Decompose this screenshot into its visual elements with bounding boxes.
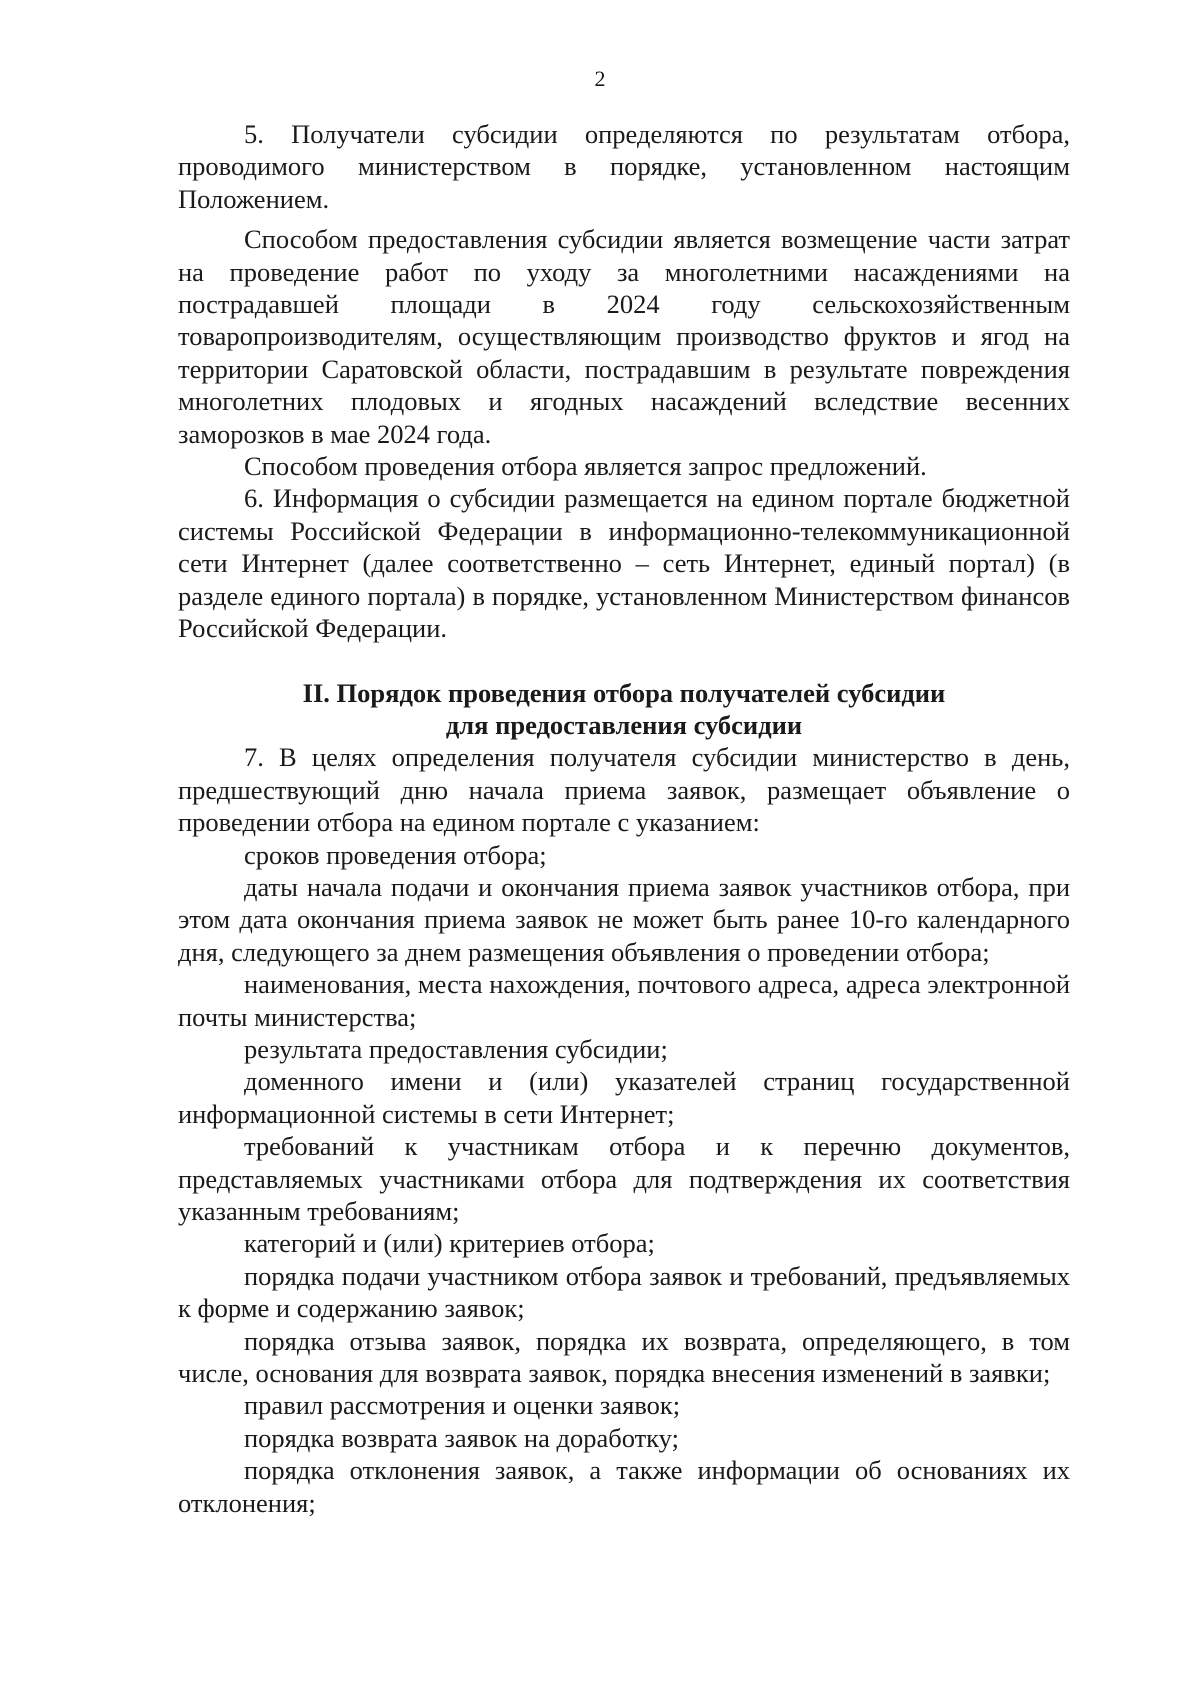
list-item: результата предоставления субсидии; bbox=[244, 1033, 668, 1064]
page-number: 2 bbox=[594, 66, 606, 91]
section-title-line-2: для предоставления субсидии bbox=[445, 709, 803, 740]
section-title bbox=[178, 677, 1070, 742]
document-body bbox=[178, 118, 1070, 1519]
list-item: требований к участникам отбора и к перечню документов, представляемых участниками отбора для подтверждения их соответствия указанным требованиям; bbox=[178, 1131, 1070, 1226]
paragraph-7: 7. В целях определения получателя субсидии министерство в день, предшествующий дню начала приема заявок, размещает объявление о проведении отбора на едином портале с указанием: bbox=[178, 742, 1070, 838]
list-item: порядка подачи участником отбора заявок и требований, предъявляемых к форме и содержанию заявок; bbox=[178, 1260, 1070, 1324]
list-item: сроков проведения отбора; bbox=[244, 839, 547, 870]
paragraph-6: 6. Информация о субсидии размещается на едином портале бюджетной системы Российской Федерации в информационно-телекоммуникационной сети Интернет (далее соответственно – сеть Интернет, единый портал) (в разделе единого портала) в порядке, установленном Министерством финансов Российской Федерации. bbox=[178, 483, 1070, 644]
list-item: порядка отклонения заявок, а также информации об основаниях их отклонения; bbox=[178, 1455, 1070, 1518]
list-item: правил рассмотрения и оценки заявок; bbox=[244, 1390, 681, 1421]
paragraph-selection-method: Способом проведения отбора является запрос предложений. bbox=[244, 451, 927, 482]
section-title-line-1: II. Порядок проведения отбора получателей субсидии bbox=[302, 677, 946, 708]
list-item: наименования, места нахождения, почтового адреса, адреса электронной почты министерства; bbox=[178, 969, 1070, 1032]
paragraph-method: Способом предоставления субсидии является возмещение части затрат на проведение работ по уходу за многолетними насаждениями на пострадавшей площади в 2024 году сельскохозяйственным товаропроизводителям, осуществляющим производство фруктов и ягод на территории Саратовской области, пострадавшим в результате повреждения многолетних плодовых и ягодных насаждений вследствие весенних заморозков в мае 2024 года. bbox=[178, 224, 1070, 449]
list-item: порядка возврата заявок на доработку; bbox=[244, 1422, 679, 1453]
list-item: порядка отзыва заявок, порядка их возврата, определяющего, в том числе, основания для возврата заявок, порядка внесения изменений в заявки; bbox=[178, 1325, 1070, 1389]
paragraph-5: 5. Получатели субсидии определяются по результатам отбора, проводимого министерством в порядке, установленном настоящим Положением. bbox=[178, 119, 1070, 214]
list-item: даты начала подачи и окончания приема заявок участников отбора, при этом дата окончания приема заявок не может быть ранее 10-го календарного дня, следующего за днем размещения объявления о проведении отбора; bbox=[178, 871, 1070, 967]
list-item: доменного имени и (или) указателей страниц государственной информационной системы в сети Интернет; bbox=[178, 1066, 1070, 1129]
list-item: категорий и (или) критериев отбора; bbox=[244, 1228, 655, 1259]
